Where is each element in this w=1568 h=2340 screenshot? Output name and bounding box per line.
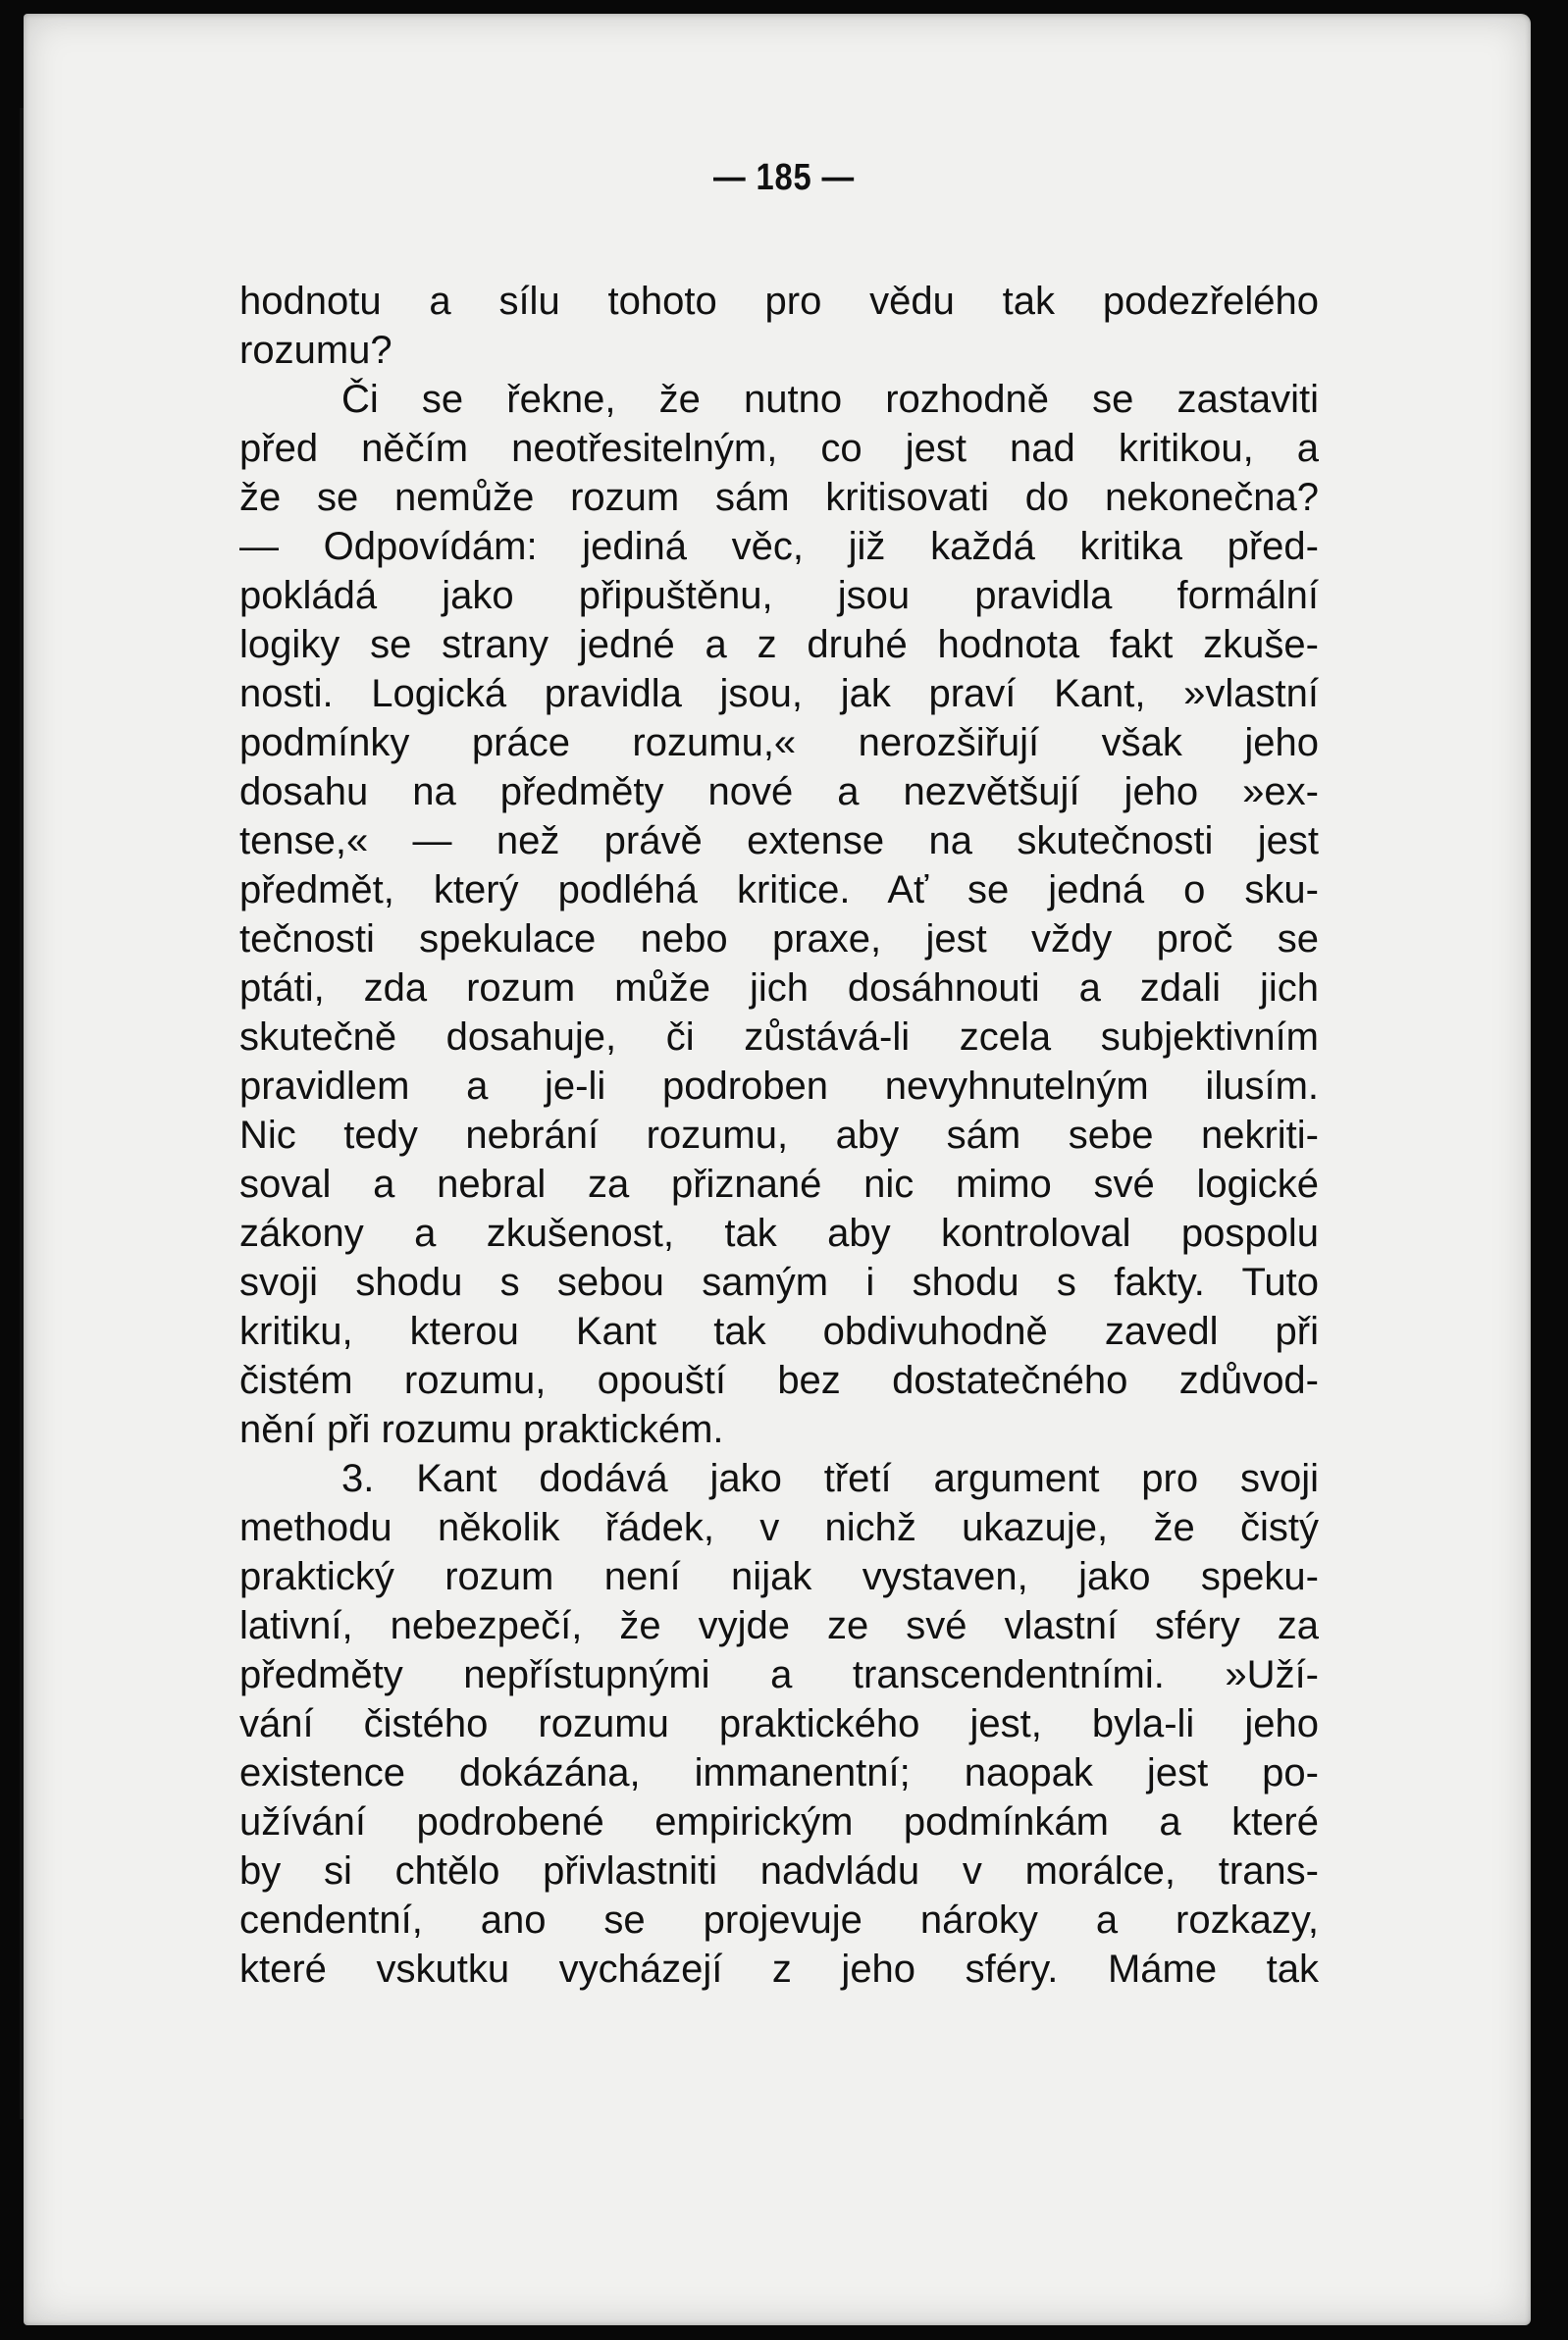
text-line: před něčím neotřesitelným, co jest nad kritikou, a	[239, 427, 1319, 470]
text-line: podmínky práce rozumu,« nerozšiřují však jeho	[239, 721, 1319, 764]
text-line: svoji shodu s sebou samým i shodu s fakty. Tuto	[239, 1261, 1319, 1304]
text-line: — Odpovídám: jediná věc, již každá kritika před-	[239, 525, 1319, 568]
text-line: skutečně dosahuje, či zůstává-li zcela subjektivním	[239, 1015, 1319, 1059]
text-line: rozumu?	[239, 329, 392, 372]
text-line: kritiku, kterou Kant tak obdivuhodně zavedl při	[239, 1310, 1319, 1353]
text-line: nění při rozumu praktickém.	[239, 1408, 724, 1451]
text-line: že se nemůže rozum sám kritisovati do nekonečna?	[239, 476, 1319, 519]
text-line: cendentní, ano se projevuje nároky a rozkazy,	[239, 1898, 1319, 1942]
text-line: existence dokázána, immanentní; naopak jest po-	[239, 1751, 1319, 1794]
text-line: by si chtělo přivlastniti nadvládu v morálce, trans-	[239, 1849, 1319, 1893]
text-line: které vskutku vycházejí z jeho sféry. Máme tak	[239, 1948, 1319, 1991]
text-line: předměty nepřístupnými a transcendentními. »Uží-	[239, 1653, 1319, 1696]
text-line: logiky se strany jedné a z druhé hodnota fakt zkuše-	[239, 623, 1319, 666]
text-line: zákony a zkušenost, tak aby kontroloval pospolu	[239, 1212, 1319, 1255]
text-line: lativní, nebezpečí, že vyjde ze své vlastní sféry za	[239, 1604, 1319, 1647]
text-line: tense,« — než právě extense na skutečnosti jest	[239, 819, 1319, 862]
text-line: pokládá jako připuštěnu, jsou pravidla formální	[239, 574, 1319, 617]
text-line: dosahu na předměty nové a nezvětšují jeho »ex-	[239, 770, 1319, 813]
text-line: předmět, který podléhá kritice. Ať se jedná o sku-	[239, 868, 1319, 911]
text-line: Či se řekne, že nutno rozhodně se zastaviti	[341, 378, 1319, 421]
text-line: methodu několik řádek, v nichž ukazuje, že čistý	[239, 1506, 1319, 1549]
text-line: nosti. Logická pravidla jsou, jak praví Kant, »vlastní	[239, 672, 1319, 715]
binding-edge	[20, 108, 39, 2119]
text-line: hodnotu a sílu tohoto pro vědu tak podezřelého	[239, 280, 1319, 323]
text-line: pravidlem a je-li podroben nevyhnutelným ilusím.	[239, 1065, 1319, 1108]
text-line: 3. Kant dodává jako třetí argument pro svoji	[341, 1457, 1319, 1500]
text-line: Nic tedy nebrání rozumu, aby sám sebe nekriti-	[239, 1114, 1319, 1157]
text-line: vání čistého rozumu praktického jest, byla-li jeho	[239, 1702, 1319, 1745]
body-text	[239, 277, 1319, 1994]
text-line: soval a nebral za přiznané nic mimo své logické	[239, 1163, 1319, 1206]
page-number: — 185 —	[712, 157, 856, 198]
text-line: praktický rozum není nijak vystaven, jako speku-	[239, 1555, 1319, 1598]
text-line: čistém rozumu, opouští bez dostatečného zdůvod-	[239, 1359, 1319, 1402]
text-line: ptáti, zda rozum může jich dosáhnouti a zdali jich	[239, 966, 1319, 1010]
text-line: užívání podrobené empirickým podmínkám a které	[239, 1800, 1319, 1844]
text-line: tečnosti spekulace nebo praxe, jest vždy proč se	[239, 917, 1319, 961]
